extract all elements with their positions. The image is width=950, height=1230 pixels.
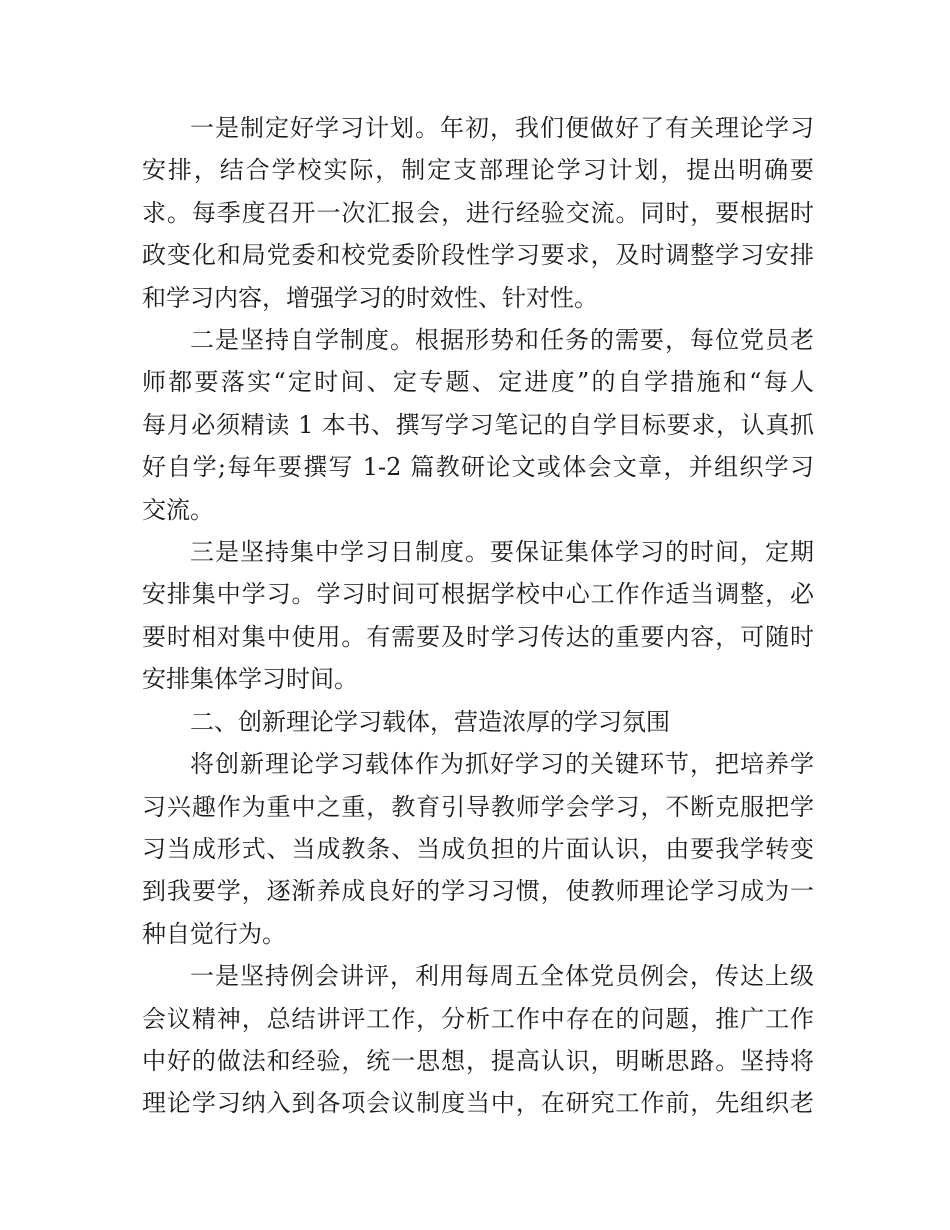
text-line: 政变化和局党委和校党委阶段性学习要求，及时调整学习安排: [142, 241, 814, 270]
paragraph-study-plan: [142, 107, 814, 319]
text-line: 中好的做法和经验，统一思想，提高认识，明晰思路。坚持将: [142, 1046, 814, 1075]
text-line: 每月必须精读 1 本书、撰写学习笔记的自学目标要求，认真抓: [142, 410, 814, 439]
text-line: 安排集中学习。学习时间可根据学校中心工作作适当调整，必: [142, 580, 814, 609]
paragraph-self-study: [142, 319, 814, 531]
text-line: 一是制定好学习计划。年初，我们便做好了有关理论学习: [190, 114, 814, 142]
text-line: 求。每季度召开一次汇报会，进行经验交流。同时，要根据时: [142, 198, 814, 227]
text-line: 安排，结合学校实际，制定支部理论学习计划，提出明确要: [142, 156, 814, 185]
text-line: 师都要落实“定时间、定专题、定进度”的自学措施和“每人: [142, 368, 814, 397]
text-line: 将创新理论学习载体作为抓好学习的关键环节，把培养学: [190, 750, 814, 779]
paragraph-regular-meetings: [142, 955, 814, 1125]
text-line: 要时相对集中使用。有需要及时学习传达的重要内容，可随时: [142, 622, 814, 651]
text-line: 二是坚持自学制度。根据形势和任务的需要，每位党员老: [190, 326, 814, 355]
text-line: 习兴趣作为重中之重，教育引导教师学会学习，不断克服把学: [142, 792, 814, 821]
text-line: 理论学习纳入到各项会议制度当中，在研究工作前，先组织老: [142, 1089, 814, 1118]
text-line: 好自学;每年要撰写 1-2 篇教研论文或体会文章，并组织学习: [142, 453, 814, 482]
text-line: 交流。: [142, 495, 214, 524]
text-line: 习当成形式、当成教条、当成负担的片面认识，由要我学转变: [142, 834, 814, 863]
text-line: 二、创新理论学习载体，营造浓厚的学习氛围: [190, 707, 670, 736]
paragraph-learning-carrier: [142, 743, 814, 955]
section-heading-2: [142, 701, 814, 743]
text-line: 会议精神，总结讲评工作，分析工作中存在的问题，推广工作: [142, 1004, 814, 1033]
text-line: 种自觉行为。: [142, 919, 286, 948]
text-line: 三是坚持集中学习日制度。要保证集体学习的时间，定期: [190, 538, 814, 567]
text-line: 一是坚持例会讲评，利用每周五全体党员例会，传达上级: [190, 962, 814, 991]
text-line: 安排集体学习时间。: [142, 665, 358, 694]
text-line: 和学习内容，增强学习的时效性、针对性。: [142, 283, 598, 312]
text-line: 到我要学，逐渐养成良好的学习习惯，使教师理论学习成为一: [142, 877, 814, 906]
document-body: [142, 107, 814, 1125]
paragraph-group-study: [142, 531, 814, 701]
